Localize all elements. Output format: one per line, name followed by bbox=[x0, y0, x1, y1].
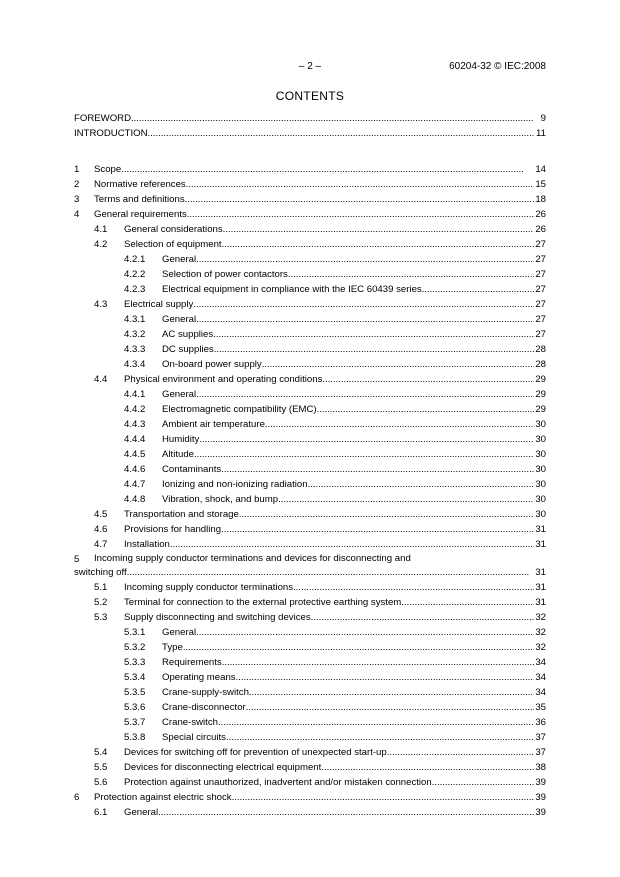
toc-entry-page: 30 bbox=[535, 464, 546, 475]
toc-entry-number: 2 bbox=[74, 179, 80, 190]
dot-leader bbox=[288, 267, 534, 282]
toc-entry[interactable] bbox=[74, 745, 546, 760]
toc-entry-page: 36 bbox=[535, 717, 546, 728]
toc-entry-page: 37 bbox=[535, 747, 546, 758]
toc-entry-title: Electromagnetic compatibility (EMC) bbox=[162, 404, 317, 415]
toc-entry-page: 28 bbox=[535, 359, 546, 370]
toc-entry-title: Terms and definitions bbox=[94, 194, 185, 205]
toc-entry-number: 5.3.2 bbox=[124, 642, 146, 653]
toc-entry-title: Operating means bbox=[162, 672, 236, 683]
toc-entry-page: 27 bbox=[535, 269, 546, 280]
toc-entry[interactable] bbox=[74, 715, 546, 730]
toc-entry-number: 4.5 bbox=[94, 509, 108, 520]
toc-entry-number: 6 bbox=[74, 792, 80, 803]
toc-entry-number: 6.1 bbox=[94, 807, 108, 818]
dot-leader bbox=[278, 492, 534, 507]
toc-entry-title: Protection against unauthorized, inadvertent and/or mistaken connection bbox=[124, 777, 432, 788]
toc-entry-page: 31 bbox=[535, 597, 546, 608]
toc-entry-page: 30 bbox=[535, 509, 546, 520]
dot-leader bbox=[222, 655, 535, 670]
toc-entry-page: 39 bbox=[535, 777, 546, 788]
toc-entry[interactable] bbox=[74, 417, 546, 432]
toc-entry-number: 5.3.5 bbox=[124, 687, 146, 698]
toc-entry-page: 27 bbox=[535, 329, 546, 340]
toc-entry[interactable] bbox=[74, 111, 546, 126]
toc-entry-page: 15 bbox=[535, 179, 546, 190]
dot-leader bbox=[199, 432, 534, 447]
dot-leader bbox=[186, 177, 535, 192]
toc-entry-page: 26 bbox=[535, 209, 546, 220]
table-of-contents bbox=[74, 111, 546, 820]
dot-leader bbox=[221, 462, 534, 477]
toc-entry-title: Humidity bbox=[162, 434, 200, 445]
toc-entry-title: Requirements bbox=[162, 657, 222, 668]
toc-entry-page: 32 bbox=[535, 612, 546, 623]
toc-entry-title: Crane-switch bbox=[162, 717, 218, 728]
toc-entry-page: 31 bbox=[535, 524, 546, 535]
toc-spacer bbox=[74, 141, 546, 162]
dot-leader bbox=[432, 775, 535, 790]
dot-leader bbox=[311, 610, 535, 625]
toc-entry-number: 4.3.1 bbox=[124, 314, 146, 325]
toc-entry-number: 4.4.4 bbox=[124, 434, 146, 445]
dot-leader bbox=[222, 237, 535, 252]
toc-entry-title: General bbox=[162, 254, 197, 265]
dot-leader bbox=[308, 477, 535, 492]
toc-entry-title: Selection of equipment bbox=[124, 239, 222, 250]
toc-entry-title: Ionizing and non-ionizing radiation bbox=[162, 479, 308, 490]
toc-entry-number: 5.3.6 bbox=[124, 702, 146, 713]
toc-entry-title: Devices for switching off for prevention of unexpected start-up bbox=[124, 747, 387, 758]
toc-entry-page: 34 bbox=[535, 687, 546, 698]
toc-entry[interactable] bbox=[74, 775, 546, 790]
toc-entry-title: Type bbox=[162, 642, 183, 653]
toc-entry-page: 29 bbox=[535, 389, 546, 400]
toc-entry-title: Electrical equipment in compliance with the IEC 60439 series bbox=[162, 284, 422, 295]
toc-entry-number: 4.3.3 bbox=[124, 344, 146, 355]
toc-entry-number: 3 bbox=[74, 194, 80, 205]
dot-leader bbox=[196, 387, 534, 402]
dot-leader bbox=[193, 297, 534, 312]
toc-entry[interactable] bbox=[74, 700, 546, 715]
toc-entry-page: 31 bbox=[535, 582, 546, 593]
dot-leader bbox=[196, 252, 534, 267]
toc-entry-page: 14 bbox=[535, 164, 546, 175]
toc-entry-number: 5 bbox=[74, 554, 80, 565]
toc-entry-title: Scope bbox=[94, 164, 122, 175]
toc-entry[interactable] bbox=[74, 177, 546, 192]
toc-entry-title: Vibration, shock, and bump bbox=[162, 494, 279, 505]
toc-entry[interactable] bbox=[74, 192, 546, 207]
toc-entry-page: 34 bbox=[535, 672, 546, 683]
toc-entry-page: 30 bbox=[535, 419, 546, 430]
dot-leader bbox=[221, 522, 534, 537]
toc-entry-page: 38 bbox=[535, 762, 546, 773]
toc-entry-page: 39 bbox=[535, 807, 546, 818]
dot-leader bbox=[196, 312, 534, 327]
toc-entry[interactable] bbox=[74, 760, 546, 775]
toc-entry-title: General bbox=[162, 389, 197, 400]
toc-entry[interactable] bbox=[74, 252, 546, 267]
toc-entry-number: 5.4 bbox=[94, 747, 108, 758]
toc-entry-page: 30 bbox=[535, 479, 546, 490]
toc-entry[interactable] bbox=[74, 477, 546, 492]
toc-entry-page: 27 bbox=[535, 299, 546, 310]
dot-leader bbox=[185, 192, 535, 207]
dot-leader bbox=[218, 715, 534, 730]
toc-entry[interactable] bbox=[74, 237, 546, 252]
toc-entry-page: 35 bbox=[535, 702, 546, 713]
toc-entry-number: 4.4.1 bbox=[124, 389, 146, 400]
toc-entry[interactable] bbox=[74, 685, 546, 700]
dot-leader bbox=[246, 700, 535, 715]
toc-entry-number: 4.4.5 bbox=[124, 449, 146, 460]
toc-entry-title: Electrical supply bbox=[124, 299, 194, 310]
toc-entry[interactable] bbox=[74, 342, 546, 357]
toc-entry[interactable] bbox=[74, 402, 546, 417]
dot-leader bbox=[214, 342, 535, 357]
toc-entry-number: 4.4.6 bbox=[124, 464, 146, 475]
toc-entry-page: 27 bbox=[535, 239, 546, 250]
toc-entry-title: Normative references bbox=[94, 179, 186, 190]
toc-entry-number: 5.3.3 bbox=[124, 657, 146, 668]
dot-leader bbox=[131, 111, 540, 126]
toc-entry-title: Special circuits bbox=[162, 732, 226, 743]
toc-entry[interactable] bbox=[74, 507, 546, 522]
dot-leader bbox=[148, 126, 535, 141]
toc-entry-title: DC supplies bbox=[162, 344, 214, 355]
dot-leader bbox=[213, 327, 534, 342]
toc-entry[interactable] bbox=[74, 312, 546, 327]
toc-entry-number: 5.3.7 bbox=[124, 717, 146, 728]
toc-entry-number: 4.4.3 bbox=[124, 419, 146, 430]
toc-entry-title: FOREWORD bbox=[74, 113, 132, 124]
toc-entry-page: 29 bbox=[535, 404, 546, 415]
toc-entry-title: Terminal for connection to the external protective earthing system bbox=[124, 597, 402, 608]
toc-entry-number: 4.2.1 bbox=[124, 254, 146, 265]
toc-entry-page: 30 bbox=[535, 434, 546, 445]
dot-leader bbox=[226, 730, 534, 745]
dot-leader bbox=[196, 625, 534, 640]
toc-entry[interactable] bbox=[74, 595, 546, 610]
toc-entry-page: 32 bbox=[535, 642, 546, 653]
dot-leader bbox=[183, 640, 535, 655]
toc-entry-number: 4.4.2 bbox=[124, 404, 146, 415]
toc-entry[interactable] bbox=[74, 357, 546, 372]
toc-entry[interactable] bbox=[74, 387, 546, 402]
page-title: CONTENTS bbox=[275, 89, 345, 103]
toc-entry-number: 5.3.8 bbox=[124, 732, 146, 743]
toc-entry-page: 27 bbox=[535, 254, 546, 265]
toc-entry-title: Transportation and storage bbox=[124, 509, 239, 520]
toc-entry-title: Provisions for handling bbox=[124, 524, 222, 535]
toc-entry-title: Supply disconnecting and switching devices bbox=[124, 612, 311, 623]
toc-entry-title: Selection of power contactors bbox=[162, 269, 288, 280]
toc-entry[interactable] bbox=[74, 126, 546, 141]
toc-entry-title: Installation bbox=[124, 539, 170, 550]
toc-entry[interactable] bbox=[74, 640, 546, 655]
toc-entry[interactable] bbox=[74, 805, 546, 820]
toc-entry-page: 32 bbox=[535, 627, 546, 638]
toc-entry-number: 4.4.8 bbox=[124, 494, 146, 505]
dot-leader bbox=[121, 162, 534, 177]
toc-entry-number: 5.3 bbox=[94, 612, 108, 623]
toc-entry-page: 26 bbox=[535, 224, 546, 235]
toc-entry-page: 18 bbox=[535, 194, 546, 205]
toc-entry-title: Crane-disconnector bbox=[162, 702, 246, 713]
toc-entry-page: 11 bbox=[536, 128, 546, 139]
toc-entry[interactable] bbox=[74, 522, 546, 537]
toc-entry-title: AC supplies bbox=[162, 329, 214, 340]
toc-entry-page: 27 bbox=[535, 284, 546, 295]
toc-entry-page: 9 bbox=[540, 113, 546, 124]
dot-leader bbox=[170, 537, 534, 552]
toc-entry[interactable] bbox=[74, 207, 546, 222]
dot-leader bbox=[194, 447, 534, 462]
toc-entry[interactable] bbox=[74, 327, 546, 342]
toc-entry-page: 31 bbox=[535, 539, 546, 550]
toc-entry-title: General bbox=[162, 627, 197, 638]
dot-leader bbox=[232, 790, 535, 805]
toc-entry-page: 31 bbox=[535, 567, 546, 578]
toc-entry-number: 4.2 bbox=[94, 239, 108, 250]
toc-entry-number: 4.3.2 bbox=[124, 329, 146, 340]
toc-entry-page: 28 bbox=[535, 344, 546, 355]
toc-entry[interactable] bbox=[74, 670, 546, 685]
toc-entry-title-line1: Incoming supply conductor terminations and devices for disconnecting and bbox=[94, 553, 411, 564]
toc-entry-number: 4 bbox=[74, 209, 80, 220]
document-id: 60204-32 © IEC:2008 bbox=[449, 61, 546, 72]
toc-entry-title: Crane-supply-switch bbox=[162, 687, 249, 698]
toc-entry-page: 37 bbox=[535, 732, 546, 743]
toc-entry[interactable] bbox=[74, 462, 546, 477]
toc-entry-title: Altitude bbox=[162, 449, 194, 460]
dot-leader bbox=[127, 565, 535, 580]
dot-leader bbox=[321, 760, 534, 775]
toc-entry-title: General bbox=[124, 807, 159, 818]
toc-entry-number: 4.2.2 bbox=[124, 269, 146, 280]
dot-leader bbox=[265, 417, 534, 432]
dot-leader bbox=[262, 357, 535, 372]
toc-entry[interactable] bbox=[74, 790, 546, 805]
dot-leader bbox=[187, 207, 535, 222]
toc-entry-number: 5.1 bbox=[94, 582, 108, 593]
toc-entry[interactable] bbox=[74, 222, 546, 237]
toc-entry-title: General bbox=[162, 314, 197, 325]
toc-entry[interactable] bbox=[74, 492, 546, 507]
toc-entry[interactable] bbox=[74, 447, 546, 462]
dot-leader bbox=[236, 670, 535, 685]
toc-entry[interactable] bbox=[74, 372, 546, 387]
toc-entry-number: 4.7 bbox=[94, 539, 108, 550]
toc-entry[interactable] bbox=[74, 162, 546, 177]
dot-leader bbox=[401, 595, 534, 610]
toc-entry-number: 4.2.3 bbox=[124, 284, 146, 295]
toc-entry[interactable] bbox=[74, 267, 546, 282]
toc-entry-number: 5.3.4 bbox=[124, 672, 146, 683]
toc-entry-number: 5.5 bbox=[94, 762, 108, 773]
toc-entry-page: 27 bbox=[535, 314, 546, 325]
toc-entry-title: Devices for disconnecting electrical equipment bbox=[124, 762, 322, 773]
dot-leader bbox=[317, 402, 535, 417]
toc-entry[interactable] bbox=[74, 432, 546, 447]
toc-entry-title: Ambient air temperature bbox=[162, 419, 265, 430]
toc-entry-number: 4.3.4 bbox=[124, 359, 146, 370]
toc-entry-title: Protection against electric shock bbox=[94, 792, 232, 803]
page-number: – 2 – bbox=[298, 61, 322, 72]
dot-leader bbox=[249, 685, 534, 700]
toc-entry[interactable] bbox=[74, 552, 546, 580]
toc-entry-number: 4.3 bbox=[94, 299, 108, 310]
toc-entry-title: On-board power supply bbox=[162, 359, 262, 370]
toc-entry[interactable] bbox=[74, 730, 546, 745]
toc-entry-page: 29 bbox=[535, 374, 546, 385]
toc-entry[interactable] bbox=[74, 580, 546, 595]
dot-leader bbox=[322, 372, 534, 387]
toc-entry-title: General considerations bbox=[124, 224, 223, 235]
dot-leader bbox=[223, 222, 535, 237]
dot-leader bbox=[387, 745, 535, 760]
toc-entry-number: 5.6 bbox=[94, 777, 108, 788]
toc-entry-number: 1 bbox=[74, 164, 80, 175]
toc-entry-title: General requirements bbox=[94, 209, 187, 220]
toc-entry-number: 4.4 bbox=[94, 374, 108, 385]
toc-entry-number: 5.2 bbox=[94, 597, 108, 608]
dot-leader bbox=[239, 507, 534, 522]
toc-entry-number: 5.3.1 bbox=[124, 627, 146, 638]
toc-entry-number: 4.1 bbox=[94, 224, 108, 235]
toc-entry-page: 30 bbox=[535, 494, 546, 505]
toc-entry-number: 4.6 bbox=[94, 524, 108, 535]
toc-entry-title: Incoming supply conductor terminations bbox=[124, 582, 294, 593]
toc-entry-title: Contaminants bbox=[162, 464, 222, 475]
dot-leader bbox=[293, 580, 534, 595]
toc-entry[interactable] bbox=[74, 655, 546, 670]
toc-entry-page: 34 bbox=[535, 657, 546, 668]
dot-leader bbox=[422, 282, 535, 297]
toc-entry[interactable] bbox=[74, 610, 546, 625]
toc-entry[interactable] bbox=[74, 297, 546, 312]
toc-entry-page: 39 bbox=[535, 792, 546, 803]
toc-entry[interactable] bbox=[74, 625, 546, 640]
toc-entry-title: INTRODUCTION bbox=[74, 128, 148, 139]
dot-leader bbox=[158, 805, 534, 820]
toc-entry-page: 30 bbox=[535, 449, 546, 460]
toc-entry-title: switching off bbox=[74, 567, 127, 578]
toc-entry-title: Physical environment and operating conditions bbox=[124, 374, 323, 385]
toc-entry[interactable] bbox=[74, 537, 546, 552]
toc-entry[interactable] bbox=[74, 282, 546, 297]
toc-entry-number: 4.4.7 bbox=[124, 479, 146, 490]
